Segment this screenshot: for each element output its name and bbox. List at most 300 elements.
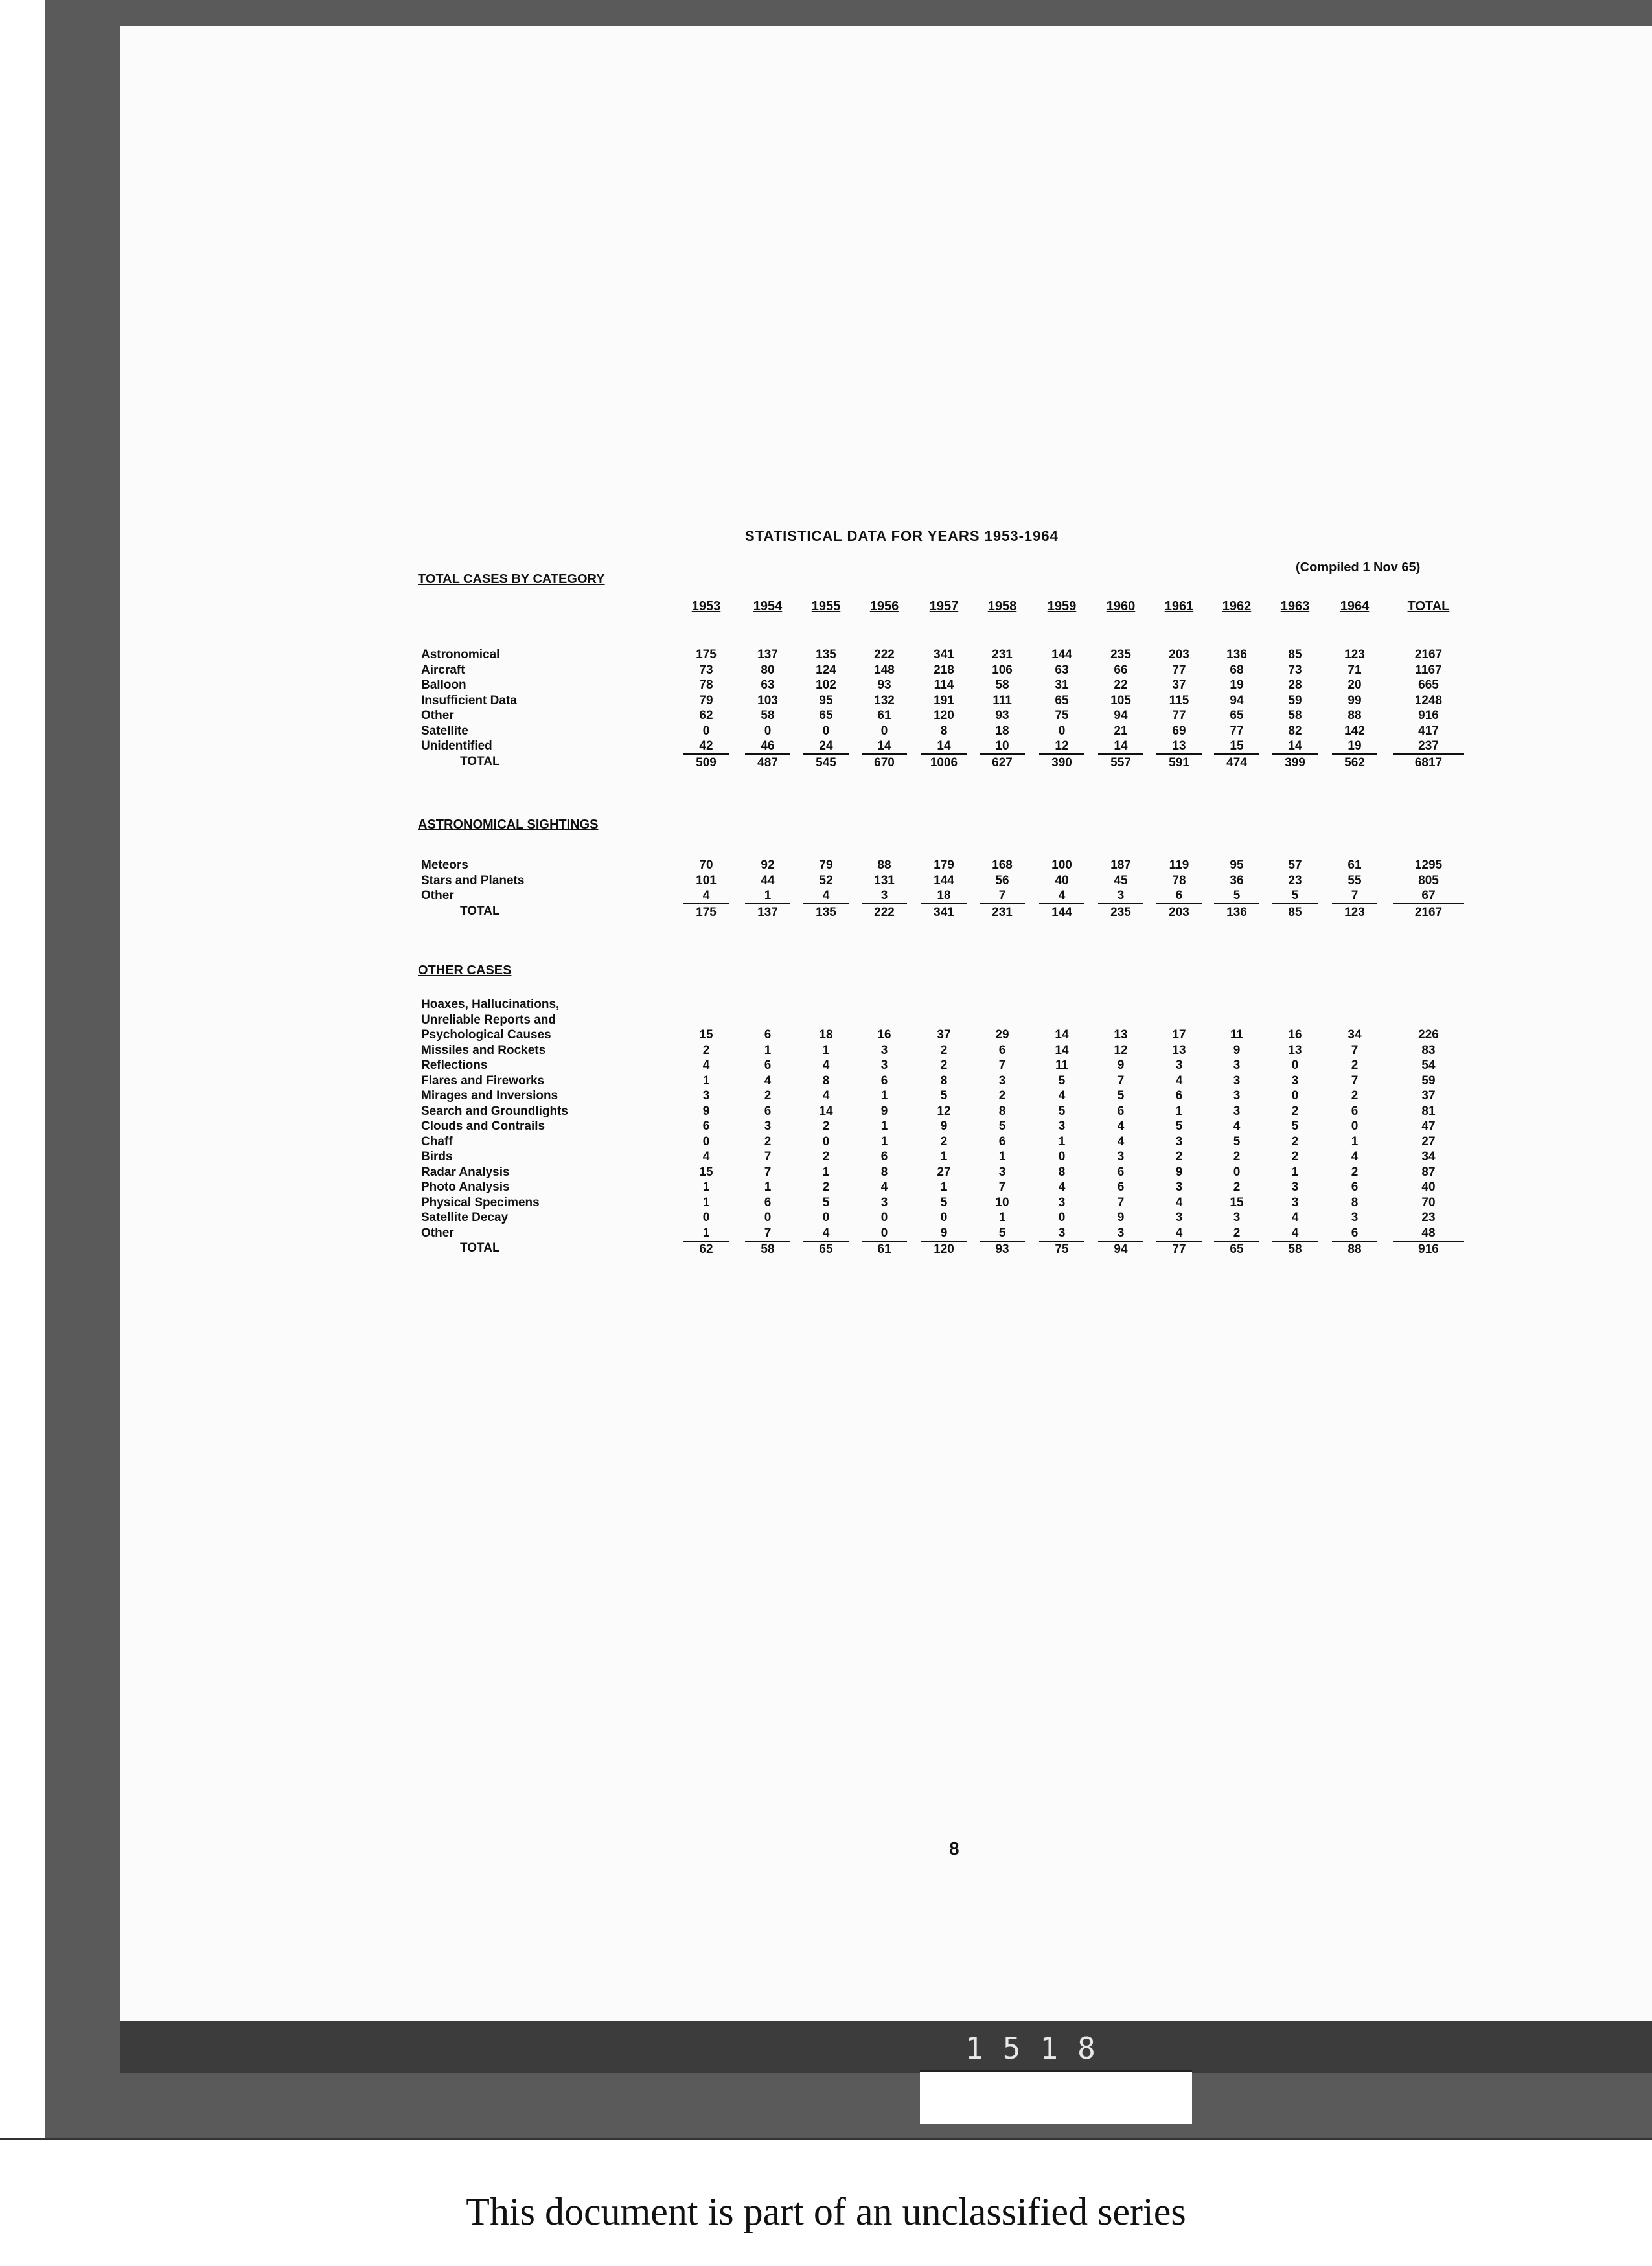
- table-cell: 58: [761, 709, 775, 722]
- table-cell: 10: [995, 1195, 1009, 1209]
- table-cell: 3: [1233, 1073, 1241, 1088]
- table-cell: 3: [764, 1119, 772, 1133]
- column-header: 1961: [1164, 599, 1194, 613]
- table-cell: 6: [1156, 889, 1202, 904]
- table-cell: 92: [761, 858, 775, 872]
- table-cell: 1: [1291, 1165, 1299, 1179]
- table-cell: 58: [1288, 709, 1302, 722]
- table-cell: 69: [1172, 724, 1186, 738]
- table-cell: 3: [1058, 1195, 1066, 1209]
- table-cell: 40: [1421, 1180, 1436, 1194]
- table-cell: 1: [764, 1043, 772, 1057]
- total-cell: 135: [816, 905, 836, 919]
- table-cell: 0: [1291, 1059, 1299, 1072]
- table-cell: 1167: [1415, 663, 1442, 677]
- table-cell: 7: [980, 889, 1025, 904]
- compiled-date: (Compiled 1 Nov 65): [1296, 560, 1421, 575]
- table-cell: 2: [1351, 1165, 1359, 1179]
- total-cell: 235: [1110, 905, 1131, 919]
- table-cell: 87: [1421, 1165, 1436, 1179]
- total-cell: 137: [757, 905, 778, 919]
- table-cell: 0: [822, 1211, 830, 1224]
- table-cell: 5: [940, 1089, 948, 1103]
- total-cell: 62: [699, 1242, 713, 1256]
- table-cell: 7: [764, 1165, 772, 1179]
- table-cell: 222: [874, 648, 895, 661]
- table-cell: 5: [1214, 889, 1259, 904]
- table-cell: 3: [1039, 1226, 1084, 1242]
- table-cell: 226: [1418, 1028, 1439, 1042]
- table-cell: 3: [862, 889, 907, 904]
- table-cell: 106: [992, 663, 1013, 677]
- table-cell: 3: [1175, 1180, 1183, 1194]
- table-cell: 103: [757, 693, 778, 707]
- table-cell: 2: [822, 1150, 830, 1163]
- column-header: 1956: [869, 599, 899, 613]
- table-cell: 27: [1421, 1134, 1436, 1149]
- table-cell: 1: [764, 1180, 772, 1194]
- table-cell: 4: [702, 1059, 710, 1072]
- table-cell: 0: [940, 1211, 948, 1224]
- table-cell: 2167: [1414, 648, 1443, 661]
- table-cell: 5: [822, 1195, 830, 1209]
- table-cell: 94: [1114, 709, 1128, 722]
- table-cell: 6: [702, 1119, 710, 1133]
- table-cell: 95: [1230, 858, 1244, 872]
- table-cell: 6: [1351, 1104, 1359, 1118]
- column-header: 1954: [753, 599, 783, 613]
- total-cell: 93: [995, 1242, 1009, 1256]
- table-cell: 79: [819, 858, 833, 872]
- table-cell: 6: [1351, 1180, 1359, 1194]
- table-cell: 15: [699, 1165, 713, 1179]
- table-cell: 3: [1098, 889, 1143, 904]
- table-cell: 99: [1348, 693, 1362, 707]
- table-cell: 7: [998, 1180, 1006, 1194]
- table-cell: 0: [1291, 1089, 1299, 1103]
- total-cell: 61: [877, 1242, 891, 1256]
- table-cell: 15: [1230, 1195, 1244, 1209]
- total-cell: 557: [1110, 755, 1131, 770]
- table-cell: 59: [1288, 693, 1302, 707]
- table-cell: 44: [761, 873, 775, 887]
- table-cell: 1: [880, 1119, 888, 1133]
- table-cell: 81: [1421, 1104, 1436, 1118]
- table-cell: 58: [995, 678, 1009, 692]
- table-cell: 57: [1288, 858, 1302, 872]
- table-cell: 59: [1421, 1073, 1436, 1088]
- table-cell: 19: [1230, 678, 1244, 692]
- table-cell: 93: [877, 678, 891, 692]
- table-cell: 2: [940, 1059, 948, 1072]
- table-cell: 6: [764, 1195, 772, 1209]
- table-cell: 1: [702, 1195, 710, 1209]
- total-cell: 136: [1226, 905, 1247, 919]
- table-cell: 2: [1291, 1104, 1299, 1118]
- table-cell: 6: [764, 1059, 772, 1072]
- row-label: Physical Specimens: [421, 1195, 540, 1209]
- table-cell: 6: [764, 1028, 772, 1042]
- table-cell: 70: [699, 858, 713, 872]
- total-cell: 85: [1288, 905, 1302, 919]
- table-cell: 9: [940, 1119, 948, 1133]
- total-cell: 2167: [1414, 905, 1443, 919]
- total-cell: 545: [816, 755, 836, 770]
- row-label: Chaff: [421, 1134, 453, 1149]
- table-cell: 2: [1351, 1059, 1359, 1072]
- table-cell: 13: [1172, 1043, 1186, 1057]
- table-cell: 2: [940, 1043, 948, 1057]
- total-cell: 203: [1169, 905, 1189, 919]
- row-label: Satellite Decay: [421, 1211, 509, 1224]
- total-cell: 123: [1344, 905, 1365, 919]
- table-cell: 4: [1156, 1226, 1202, 1242]
- row-label: Hoaxes, Hallucinations,: [421, 998, 560, 1011]
- table-cell: 4: [803, 889, 849, 904]
- row-label: Clouds and Contrails: [421, 1119, 545, 1133]
- table-cell: 47: [1421, 1119, 1436, 1133]
- table-cell: 1: [683, 1226, 729, 1242]
- table-cell: 11: [1230, 1028, 1244, 1042]
- table-cell: 2: [998, 1089, 1006, 1103]
- table-cell: 0: [880, 724, 888, 738]
- table-cell: 12: [1039, 739, 1084, 755]
- total-cell: 509: [696, 755, 717, 770]
- table-cell: 5: [1117, 1089, 1125, 1103]
- table-cell: 3: [1291, 1180, 1299, 1194]
- table-cell: 4: [1058, 1089, 1066, 1103]
- table-cell: 3: [1291, 1073, 1299, 1088]
- table-cell: 14: [1055, 1028, 1069, 1042]
- table-cell: 13: [1156, 739, 1202, 755]
- row-label: Meteors: [421, 858, 468, 872]
- total-cell: 591: [1169, 755, 1189, 770]
- table-cell: 45: [1114, 873, 1128, 887]
- table-cell: 7: [1117, 1195, 1125, 1209]
- table-cell: 70: [1421, 1195, 1436, 1209]
- row-label: Insufficient Data: [421, 693, 517, 707]
- table-cell: 23: [1421, 1211, 1436, 1224]
- row-label: Balloon: [421, 678, 466, 692]
- total-cell: 487: [757, 755, 778, 770]
- table-cell: 29: [995, 1028, 1009, 1042]
- table-cell: 0: [880, 1211, 888, 1224]
- table-cell: 21: [1114, 724, 1128, 738]
- table-cell: 3: [1233, 1211, 1241, 1224]
- scan-bottom-strip: [120, 2021, 1652, 2073]
- column-header: 1962: [1222, 599, 1252, 613]
- row-label: Flares and Fireworks: [421, 1073, 545, 1088]
- row-label: Photo Analysis: [421, 1180, 510, 1194]
- table-cell: 34: [1348, 1028, 1362, 1042]
- table-cell: 82: [1288, 724, 1302, 738]
- table-cell: 3: [1175, 1134, 1183, 1149]
- table-cell: 6: [1175, 1089, 1183, 1103]
- table-cell: 56: [995, 873, 1009, 887]
- table-cell: 14: [1055, 1043, 1069, 1057]
- table-cell: 3: [702, 1089, 710, 1103]
- table-cell: 83: [1421, 1043, 1436, 1057]
- column-header: TOTAL: [1407, 599, 1450, 613]
- table-cell: 6: [880, 1150, 888, 1163]
- row-label: Missiles and Rockets: [421, 1043, 546, 1057]
- document-page: [120, 26, 1652, 2021]
- row-label: Aircraft: [421, 663, 465, 677]
- table-cell: 61: [877, 709, 891, 722]
- total-cell: 222: [874, 905, 895, 919]
- table-cell: 73: [1288, 663, 1302, 677]
- table-cell: 63: [761, 678, 775, 692]
- row-label: Other: [421, 1226, 454, 1240]
- table-cell: 665: [1418, 678, 1439, 692]
- table-cell: 6: [1332, 1226, 1377, 1242]
- table-cell: 179: [934, 858, 954, 872]
- column-header: 1957: [929, 599, 959, 613]
- table-cell: 5: [940, 1195, 948, 1209]
- table-cell: 1295: [1414, 858, 1443, 872]
- table-cell: 77: [1230, 724, 1244, 738]
- row-label: Other: [421, 889, 454, 902]
- column-header: 1959: [1047, 599, 1077, 613]
- table-cell: 80: [761, 663, 775, 677]
- table-cell: 100: [1051, 858, 1072, 872]
- table-cell: 4: [764, 1073, 772, 1088]
- table-cell: 1: [822, 1043, 830, 1057]
- table-cell: 66: [1114, 663, 1128, 677]
- table-cell: 9: [921, 1226, 967, 1242]
- column-header: 1958: [987, 599, 1017, 613]
- table-cell: 231: [992, 648, 1013, 661]
- table-cell: 114: [934, 678, 954, 692]
- table-cell: 18: [819, 1028, 833, 1042]
- table-cell: 14: [921, 739, 967, 755]
- table-cell: 19: [1332, 739, 1377, 755]
- table-cell: 2: [1351, 1089, 1359, 1103]
- table-cell: 0: [1058, 1150, 1066, 1163]
- table-cell: 5: [1291, 1119, 1299, 1133]
- table-cell: 5: [998, 1119, 1006, 1133]
- table-cell: 4: [1117, 1119, 1125, 1133]
- table-cell: 4: [1117, 1134, 1125, 1149]
- row-label: Astronomical: [421, 648, 500, 661]
- table-cell: 175: [696, 648, 717, 661]
- table-cell: 23: [1288, 873, 1302, 887]
- table-cell: 3: [1098, 1226, 1143, 1242]
- table-cell: 9: [1175, 1165, 1183, 1179]
- row-label: Psychological Causes: [421, 1028, 551, 1042]
- table-cell: 3: [880, 1195, 888, 1209]
- table-cell: 48: [1393, 1226, 1464, 1242]
- footer-note: This document is part of an unclassified series: [466, 2190, 1186, 2233]
- table-cell: 63: [1055, 663, 1069, 677]
- row-label: Mirages and Inversions: [421, 1089, 558, 1103]
- table-cell: 4: [1291, 1211, 1299, 1224]
- table-cell: 20: [1348, 678, 1362, 692]
- table-cell: 37: [937, 1028, 951, 1042]
- total-cell: 231: [992, 905, 1013, 919]
- table-cell: 40: [1055, 873, 1069, 887]
- table-cell: 5: [1233, 1134, 1241, 1149]
- table-cell: 0: [862, 1226, 907, 1242]
- table-cell: 17: [1172, 1028, 1186, 1042]
- table-cell: 203: [1169, 648, 1189, 661]
- table-cell: 75: [1055, 709, 1069, 722]
- table-cell: 37: [1421, 1089, 1436, 1103]
- table-cell: 8: [998, 1104, 1006, 1118]
- table-cell: 341: [934, 648, 954, 661]
- table-cell: 2: [764, 1089, 772, 1103]
- table-cell: 12: [1114, 1043, 1128, 1057]
- table-cell: 15: [699, 1028, 713, 1042]
- table-cell: 1248: [1414, 693, 1443, 707]
- table-cell: 4: [702, 1150, 710, 1163]
- table-cell: 131: [874, 873, 895, 887]
- table-cell: 77: [1172, 709, 1186, 722]
- column-header: 1964: [1340, 599, 1370, 613]
- table-cell: 3: [1117, 1150, 1125, 1163]
- table-cell: 7: [998, 1059, 1006, 1072]
- table-cell: 0: [702, 1211, 710, 1224]
- table-cell: 15: [1214, 739, 1259, 755]
- table-cell: 2: [1214, 1226, 1259, 1242]
- row-label: Other: [421, 709, 454, 722]
- table-cell: 5: [1272, 889, 1318, 904]
- table-cell: 1: [702, 1073, 710, 1088]
- table-cell: 65: [1055, 693, 1069, 707]
- row-label: Radar Analysis: [421, 1165, 510, 1179]
- row-label: Reflections: [421, 1059, 488, 1072]
- table-cell: 11: [1055, 1059, 1069, 1072]
- table-cell: 54: [1421, 1059, 1436, 1072]
- table-cell: 1: [1351, 1134, 1359, 1149]
- total-cell: 627: [992, 755, 1013, 770]
- scan-left-margin: [0, 0, 45, 2138]
- table-cell: 78: [1172, 873, 1186, 887]
- table-cell: 71: [1348, 663, 1362, 677]
- table-cell: 4: [683, 889, 729, 904]
- table-cell: 78: [699, 678, 713, 692]
- table-cell: 85: [1288, 648, 1302, 661]
- table-cell: 218: [934, 663, 954, 677]
- table-cell: 93: [995, 709, 1009, 722]
- table-cell: 14: [862, 739, 907, 755]
- table-cell: 37: [1172, 678, 1186, 692]
- table-cell: 2: [1175, 1150, 1183, 1163]
- table-cell: 3: [1233, 1059, 1241, 1072]
- table-cell: 3: [880, 1059, 888, 1072]
- table-cell: 4: [1351, 1150, 1359, 1163]
- table-cell: 916: [1418, 709, 1439, 722]
- table-cell: 102: [816, 678, 836, 692]
- table-cell: 142: [1344, 724, 1365, 738]
- scan-bottom-notch: [920, 2070, 1192, 2124]
- table-cell: 2: [1233, 1180, 1241, 1194]
- table-cell: 4: [1058, 1180, 1066, 1194]
- table-cell: 0: [1351, 1119, 1359, 1133]
- table-cell: 52: [819, 873, 833, 887]
- table-cell: 6: [764, 1104, 772, 1118]
- table-cell: 137: [757, 648, 778, 661]
- table-cell: 6: [880, 1073, 888, 1088]
- table-cell: 148: [874, 663, 895, 677]
- table-cell: 8: [940, 724, 948, 738]
- table-cell: 7: [764, 1150, 772, 1163]
- table-cell: 0: [1233, 1165, 1241, 1179]
- table-cell: 3: [1351, 1211, 1359, 1224]
- total-cell: 144: [1051, 905, 1072, 919]
- table-cell: 7: [745, 1226, 790, 1242]
- table-cell: 61: [1348, 858, 1362, 872]
- table-cell: 1: [940, 1180, 948, 1194]
- section-heading: TOTAL CASES BY CATEGORY: [418, 572, 605, 586]
- column-header: 1960: [1106, 599, 1136, 613]
- table-cell: 4: [880, 1180, 888, 1194]
- table-cell: 1: [1058, 1134, 1066, 1149]
- table-cell: 16: [1288, 1028, 1302, 1042]
- table-cell: 94: [1230, 693, 1244, 707]
- table-cell: 88: [1348, 709, 1362, 722]
- total-cell: 75: [1055, 1242, 1069, 1256]
- table-cell: 4: [822, 1089, 830, 1103]
- table-cell: 3: [998, 1073, 1006, 1088]
- footer-divider: [0, 2138, 1652, 2140]
- table-cell: 417: [1418, 724, 1439, 738]
- table-cell: 4: [1175, 1073, 1183, 1088]
- table-cell: 77: [1172, 663, 1186, 677]
- document-title: STATISTICAL DATA FOR YEARS 1953-1964: [745, 528, 1059, 544]
- section-heading: ASTRONOMICAL SIGHTINGS: [418, 818, 599, 832]
- table-cell: 16: [877, 1028, 891, 1042]
- table-cell: 6: [1117, 1165, 1125, 1179]
- table-cell: 1: [998, 1211, 1006, 1224]
- table-cell: 9: [880, 1104, 888, 1118]
- table-cell: 3: [1175, 1059, 1183, 1072]
- table-cell: 79: [699, 693, 713, 707]
- table-cell: 28: [1288, 678, 1302, 692]
- table-cell: 132: [874, 693, 895, 707]
- table-cell: 0: [764, 724, 772, 738]
- table-cell: 4: [803, 1226, 849, 1242]
- total-cell: 65: [1230, 1242, 1244, 1256]
- table-cell: 101: [696, 873, 717, 887]
- table-cell: 9: [1117, 1211, 1125, 1224]
- total-cell: 58: [1288, 1242, 1302, 1256]
- total-cell: 88: [1348, 1242, 1362, 1256]
- table-cell: 123: [1344, 648, 1365, 661]
- table-cell: 9: [702, 1104, 710, 1118]
- total-cell: 916: [1418, 1242, 1439, 1256]
- table-cell: 168: [992, 858, 1013, 872]
- table-cell: 6: [998, 1043, 1006, 1057]
- table-cell: 2: [702, 1043, 710, 1057]
- table-cell: 4: [1039, 889, 1084, 904]
- total-cell: 65: [819, 1242, 833, 1256]
- table-cell: 0: [764, 1211, 772, 1224]
- table-cell: 2: [1291, 1134, 1299, 1149]
- table-cell: 191: [934, 693, 954, 707]
- table-cell: 2: [1233, 1150, 1241, 1163]
- table-cell: 7: [1117, 1073, 1125, 1088]
- table-cell: 8: [940, 1073, 948, 1088]
- row-label: Birds: [421, 1150, 453, 1163]
- table-cell: 55: [1348, 873, 1362, 887]
- table-cell: 6: [998, 1134, 1006, 1149]
- table-cell: 1: [745, 889, 790, 904]
- table-cell: 88: [877, 858, 891, 872]
- table-cell: 144: [1051, 648, 1072, 661]
- table-cell: 119: [1169, 858, 1189, 872]
- row-label: Search and Groundlights: [421, 1104, 568, 1118]
